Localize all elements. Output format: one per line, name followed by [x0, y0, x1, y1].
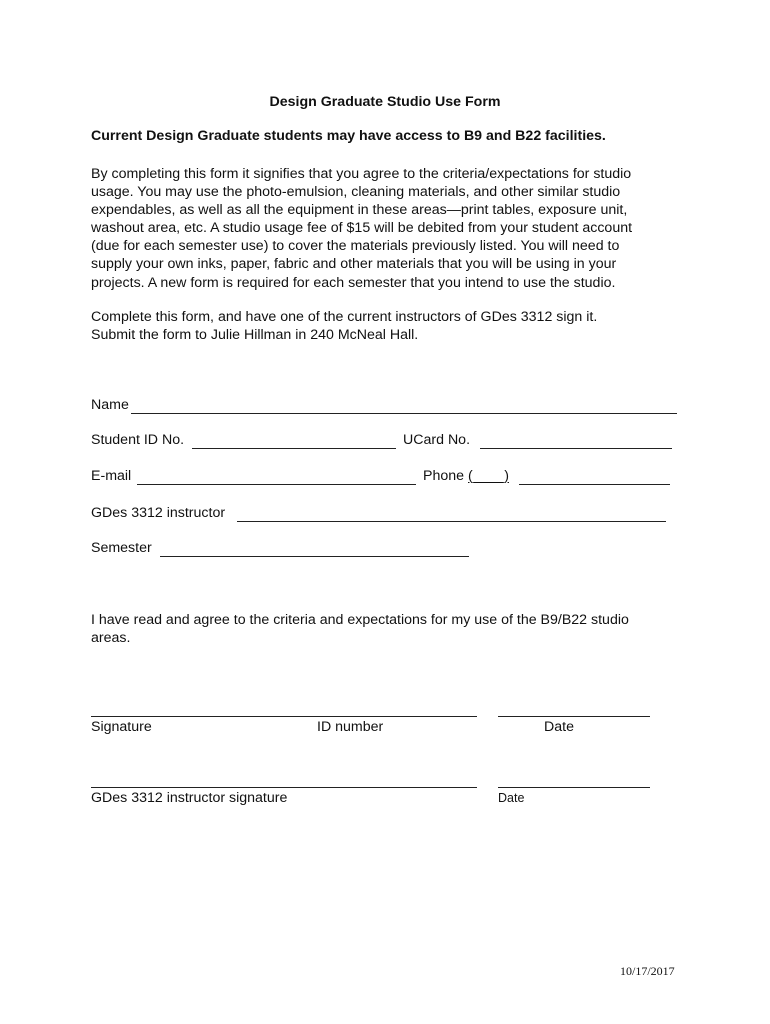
- phone-field[interactable]: [519, 484, 670, 485]
- student-id-label: Student ID No.: [91, 432, 185, 448]
- form-subtitle: Current Design Graduate students may have access to B9 and B22 facilities.: [91, 128, 606, 144]
- agreement-paragraph: [91, 611, 691, 647]
- paragraph-line: (due for each semester use) to cover the materials previously listed. You will need to: [91, 238, 620, 255]
- submission-paragraph: [91, 308, 691, 344]
- ucard-label: UCard No.: [403, 432, 471, 448]
- instructor-date-line[interactable]: [498, 787, 650, 788]
- phone-label: Phone: [423, 468, 465, 484]
- instructor-signature-line[interactable]: [91, 787, 477, 788]
- paragraph-line: washout area, etc. A studio usage fee of $15 will be debited from your student account: [91, 220, 633, 237]
- paragraph-line: expendables, as well as all the equipment in these areas—print tables, exposure unit,: [91, 202, 628, 219]
- instructor-label: GDes 3312 instructor: [91, 505, 226, 521]
- id-number-label: ID number: [317, 719, 384, 735]
- ucard-field[interactable]: [480, 448, 672, 449]
- name-label: Name: [91, 397, 129, 413]
- semester-label: Semester: [91, 540, 152, 556]
- instructor-field[interactable]: [237, 521, 666, 522]
- name-field[interactable]: [131, 413, 677, 414]
- paragraph-line: Submit the form to Julie Hillman in 240 McNeal Hall.: [91, 327, 419, 344]
- instructor-date-label: Date: [498, 791, 525, 805]
- form-title: Design Graduate Studio Use Form: [269, 94, 501, 110]
- paragraph-line: I have read and agree to the criteria and expectations for my use of the B9/B22 studio: [91, 612, 629, 628]
- paragraph-line: usage. You may use the photo-emulsion, cleaning materials, and other similar studio: [91, 184, 621, 201]
- email-field[interactable]: [137, 484, 416, 485]
- instructions-paragraph: [91, 165, 691, 292]
- paragraph-line: By completing this form it signifies that you agree to the criteria/expectations for studio: [91, 166, 632, 182]
- paragraph-line: Complete this form, and have one of the current instructors of GDes 3312 sign it.: [91, 309, 598, 325]
- footer-date: 10/17/2017: [620, 964, 675, 978]
- phone-area-code[interactable]: (____): [468, 468, 510, 484]
- email-label: E-mail: [91, 468, 132, 484]
- instructor-signature-label: GDes 3312 instructor signature: [91, 790, 288, 806]
- paragraph-line: areas.: [91, 630, 131, 647]
- paragraph-line: projects. A new form is required for each semester that you intend to use the studio.: [91, 274, 616, 291]
- paragraph-line: supply your own inks, paper, fabric and other materials that you will be using in your: [91, 256, 617, 273]
- date-line[interactable]: [498, 716, 650, 717]
- date-label: Date: [544, 719, 574, 735]
- semester-field[interactable]: [160, 556, 469, 557]
- signature-label: Signature: [91, 719, 152, 735]
- student-id-field[interactable]: [192, 448, 396, 449]
- signature-line[interactable]: [91, 716, 477, 717]
